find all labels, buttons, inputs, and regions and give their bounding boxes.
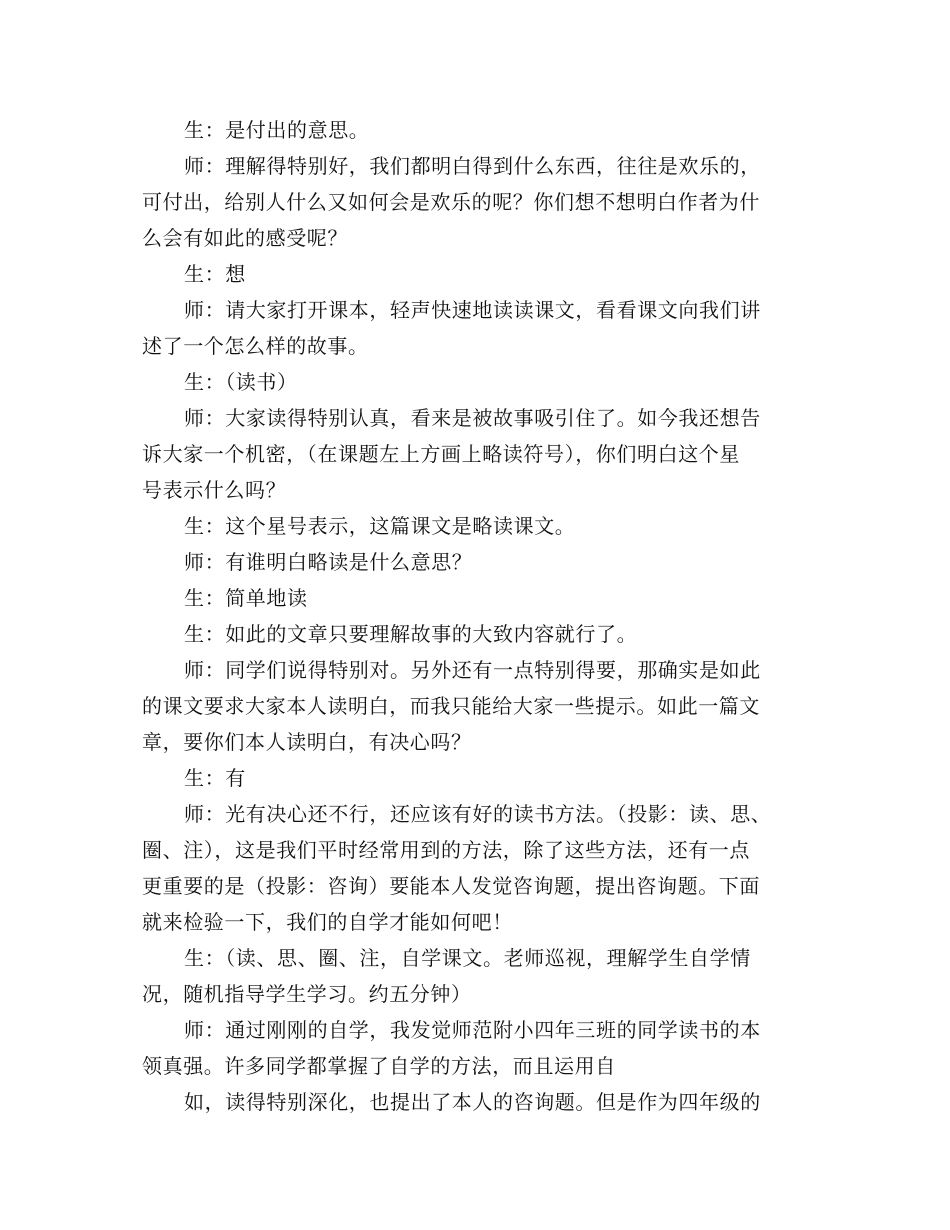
text-line: 述了一个怎么样的故事。 <box>142 334 369 358</box>
text-line: 师：请大家打开课本，轻声快速地读读课文，看看课文向我们讲 <box>184 298 761 322</box>
text-line: 章，要你们本人读明白，有决心吗？ <box>142 730 472 754</box>
text-line: 生：如此的文章只要理解故事的大致内容就行了。 <box>184 622 638 646</box>
text-line: 生：是付出的意思。 <box>184 118 370 142</box>
text-line: 更重要的是（投影：咨询）要能本人发觉咨询题，提出咨询题。下面 <box>142 874 760 898</box>
text-line: 师：理解得特别好，我们都明白得到什么东西，往往是欢乐的， <box>184 154 761 178</box>
text-line: 生：有 <box>184 766 246 790</box>
text-line: 就来检验一下，我们的自学才能如何吧！ <box>142 910 513 934</box>
text-line: 生：（读、思、圈、注，自学课文。老师巡视，理解学生自学情 <box>184 946 751 970</box>
text-line: 生：简单地读 <box>184 586 308 610</box>
text-line: 圈、注），这是我们平时经常用到的方法，除了这些方法，还有一点 <box>142 838 750 862</box>
text-line: 师：同学们说得特别对。另外还有一点特别得要，那确实是如此 <box>184 658 761 682</box>
text-line: 师：大家读得特别认真，看来是被故事吸引住了。如今我还想告 <box>184 406 761 430</box>
text-line: 生：（读书） <box>184 370 298 394</box>
text-line: 况，随机指导学生学习。约五分钟） <box>142 982 472 1006</box>
text-line: 师：通过刚刚的自学，我发觉师范附小四年三班的同学读书的本 <box>184 1018 761 1042</box>
text-line: 生：这个星号表示，这篇课文是略读课文。 <box>184 514 576 538</box>
text-line: 如，读得特别深化，也提出了本人的咨询题。但是作为四年级的 <box>184 1090 761 1114</box>
text-line: 号表示什么吗？ <box>142 478 287 502</box>
text-line: 生：想 <box>184 262 246 286</box>
text-line: 诉大家一个机密，（在课题左上方画上略读符号），你们明白这个星 <box>142 442 740 466</box>
text-line: 可付出，给别人什么又如何会是欢乐的呢？你们想不想明白作者为什 <box>142 190 760 214</box>
text-line: 的课文要求大家本人读明白，而我只能给大家一些提示。如此一篇文 <box>142 694 760 718</box>
text-line: 领真强。许多同学都掌握了自学的方法，而且运用自 <box>142 1054 616 1078</box>
text-line: 师：有谁明白略读是什么意思？ <box>184 550 473 574</box>
text-line: 么会有如此的感受呢？ <box>142 226 348 250</box>
text-line: 师：光有决心还不行，还应该有好的读书方法。（投影：读、思、 <box>184 802 772 826</box>
